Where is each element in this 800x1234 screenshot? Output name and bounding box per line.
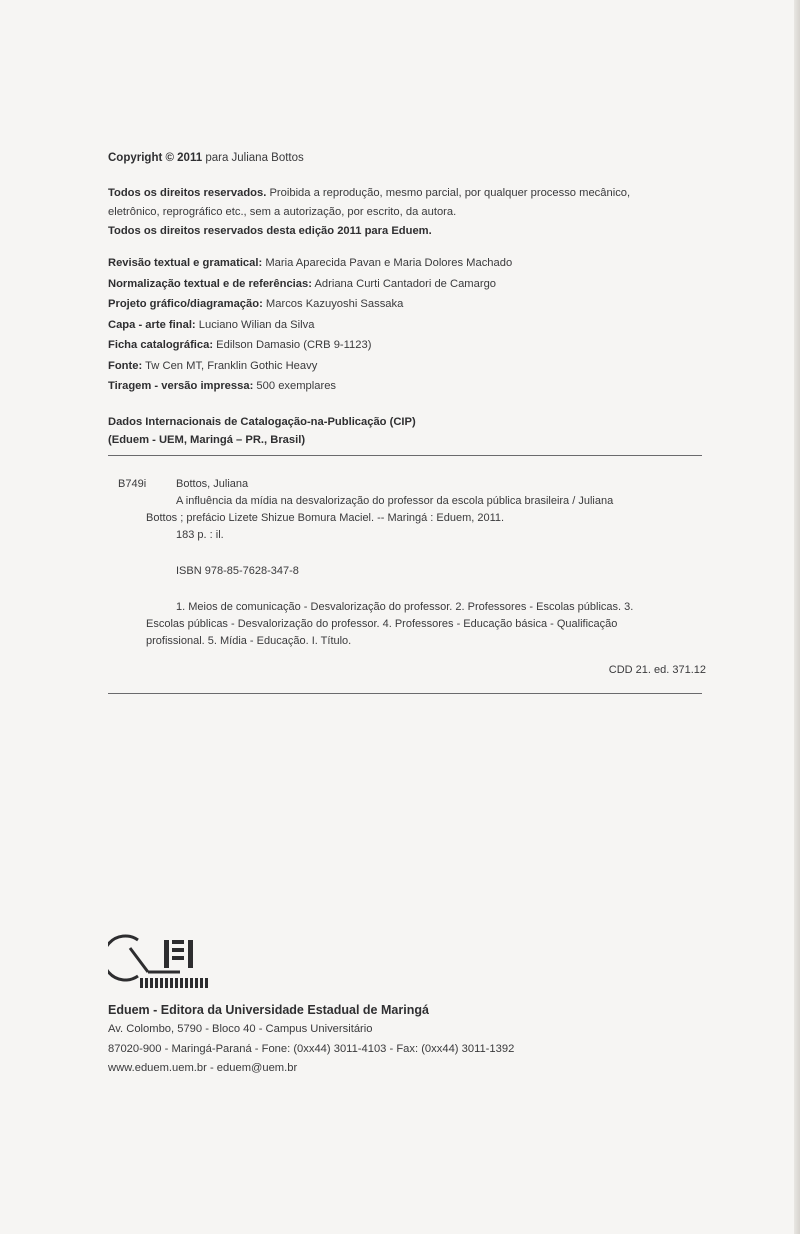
publisher-block: [108, 1000, 668, 1079]
credit-value: Maria Aparecida Pavan e Maria Dolores Machado: [262, 257, 513, 269]
credit-label: Normalização textual e de referências:: [108, 277, 312, 290]
card-cdd: CDD 21. ed. 371.12: [608, 663, 706, 676]
rights-line-1: [108, 184, 708, 203]
catalog-bottom-rule: [108, 693, 702, 694]
rights-edition: Todos os direitos reservados desta edição 2011 para Eduem.: [108, 225, 432, 237]
eduem-logo: [108, 932, 218, 992]
rights-reserved-label: Todos os direitos reservados.: [108, 187, 267, 199]
rights-reserved-text: Proibida a reprodução, mesmo parcial, por qualquer processo mecânico,: [266, 187, 631, 199]
rights-line-2: eletrônico, reprográfico etc., sem a autorização, por escrito, da autora.: [108, 206, 457, 218]
credit-value: Edilson Damasio (CRB 9-1123): [213, 339, 372, 351]
credit-label: Tiragem - versão impressa:: [108, 380, 254, 392]
credit-value: Marcos Kazuyoshi Sassaka: [262, 298, 404, 310]
cip-heading-line-1: Dados Internacionais de Catalogação-na-Publicação (CIP): [108, 415, 416, 428]
cip-heading: [108, 413, 708, 450]
credit-label: Capa - arte final:: [108, 318, 196, 331]
copyright-holder: para Juliana Bottos: [202, 152, 304, 164]
rights-block: [108, 184, 708, 241]
credit-item: [108, 274, 708, 295]
copyright-line: [108, 150, 708, 166]
credit-value: 500 exemplares: [253, 380, 337, 392]
publisher-name: Eduem - Editora da Universidade Estadual de Maringá: [108, 1003, 429, 1017]
card-isbn: ISBN 978-85-7628-347-8: [176, 564, 299, 577]
card-title-block: [176, 493, 708, 510]
publisher-address: Av. Colombo, 5790 - Bloco 40 - Campus Universitário: [108, 1023, 373, 1035]
credit-value: Tw Cen MT, Franklin Gothic Heavy: [142, 359, 318, 372]
publisher-web: www.eduem.uem.br - eduem@uem.br: [108, 1062, 298, 1074]
credit-label: Ficha catalográfica:: [108, 339, 214, 351]
imprint-content: [108, 150, 708, 694]
credit-item: [108, 253, 708, 274]
catalog-card: [108, 456, 708, 679]
card-title-line-2: Bottos ; prefácio Lizete Shizue Bomura Maciel. -- Maringá : Eduem, 2011.: [146, 511, 505, 524]
credit-item: [108, 356, 708, 377]
credit-label: Fonte:: [108, 359, 143, 372]
card-author: Bottos, Juliana: [176, 477, 249, 490]
credit-label: Projeto gráfico/diagramação:: [108, 298, 263, 310]
publisher-contact: 87020-900 - Maringá-Paraná - Fone: (0xx44) 3011-4103 - Fax: (0xx44) 3011-1392: [108, 1042, 515, 1055]
credit-item: [108, 335, 708, 356]
call-number: B749i: [118, 477, 147, 490]
credit-value: Luciano Wilian da Silva: [195, 318, 315, 331]
card-subjects-line-2: Escolas públicas - Desvalorização do professor. 4. Professores - Educação básica - Qualificação: [146, 617, 618, 630]
credit-item: [108, 376, 708, 397]
credit-value: Adriana Curti Cantadori de Camargo: [311, 277, 497, 290]
card-pages: 183 p. : il.: [176, 528, 224, 541]
card-subjects-line-1: 1. Meios de comunicação - Desvalorização do professor. 2. Professores - Escolas públicas. 3.: [176, 600, 634, 613]
page-edge: [794, 0, 800, 1234]
credits-list: [108, 253, 708, 397]
cip-heading-line-2: (Eduem - UEM, Maringá – PR., Brasil): [108, 434, 306, 446]
card-subjects-line-3: profissional. 5. Mídia - Educação. I. Título.: [146, 634, 352, 647]
copyright-label: Copyright © 2011: [108, 152, 203, 164]
eduem-logo-icon: [108, 932, 218, 992]
credit-item: [108, 315, 708, 336]
card-title-line-1: A influência da mídia na desvalorização do professor da escola pública brasileira / Juliana: [176, 494, 614, 507]
credit-label: Revisão textual e gramatical:: [108, 257, 263, 269]
credit-item: [108, 294, 708, 315]
